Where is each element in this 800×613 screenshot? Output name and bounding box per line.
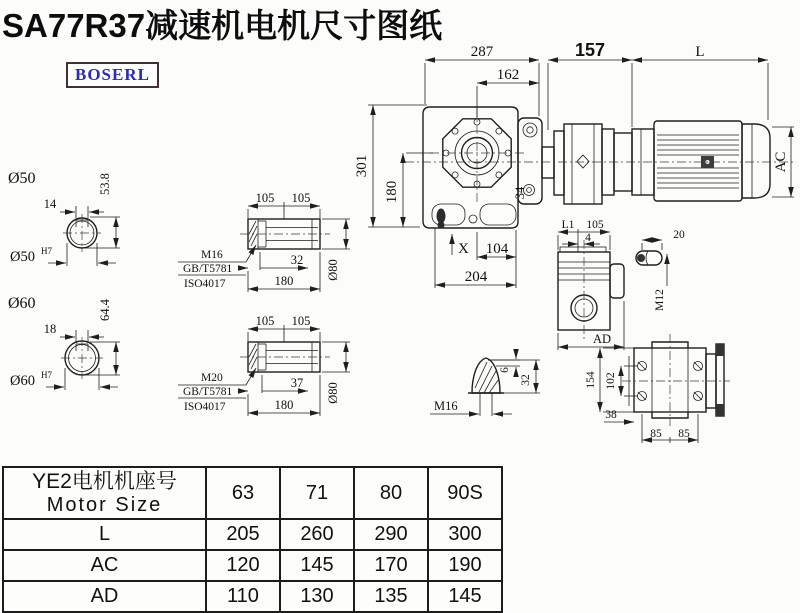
hollow-shaft-top [178, 191, 350, 292]
keydetail-20: 20 [673, 229, 685, 241]
size-col-71: 71 [280, 467, 354, 519]
hollowB-105a: 105 [255, 314, 275, 328]
noteA-std: GB/T5781 [183, 263, 233, 275]
shaft50-title: Ø50 [8, 170, 36, 187]
hollowB-od: Ø80 [326, 382, 340, 404]
sideview-105: 105 [586, 219, 604, 231]
flange-154: 154 [585, 371, 597, 389]
row-label-AD: AD [3, 581, 206, 612]
noteA-iso: ISO4017 [184, 278, 226, 290]
output-flange-view [585, 334, 730, 443]
dim-287-label: 287 [470, 44, 494, 60]
hollowA-depth: 32 [290, 253, 304, 267]
motor-size-table [2, 466, 503, 613]
hollowA-length: 180 [274, 274, 294, 288]
gearbox-side-view [558, 219, 624, 350]
page-title: SA77R37减速机电机尺寸图纸 [2, 7, 443, 44]
table-row-AD [3, 581, 502, 612]
breather-M16: M16 [434, 399, 458, 413]
brand-logo: BOSERL [66, 62, 159, 88]
L-80: 290 [354, 519, 428, 550]
key-bolt-detail [636, 229, 685, 311]
gearbox-front-view [423, 107, 542, 229]
dim-34-label: 34 [513, 186, 527, 200]
shaft60-bore-tol: H7 [41, 370, 52, 380]
shaft50-keyheight: 53.8 [98, 173, 112, 195]
size-col-63: 63 [206, 467, 280, 519]
gearbox-dimensions [354, 105, 516, 288]
breather-32: 32 [520, 374, 532, 386]
shaft-50-detail [8, 170, 120, 266]
keydetail-M12: M12 [654, 289, 666, 311]
flange-85a: 85 [650, 428, 662, 440]
AC-90S: 190 [428, 550, 502, 581]
diamond-mark [577, 155, 589, 168]
sideview-4: 4 [585, 232, 591, 244]
dim-204-label: 204 [464, 269, 488, 285]
size-col-90S: 90S [428, 467, 502, 519]
shaft-60-detail [8, 295, 120, 390]
hollowB-105b: 105 [291, 314, 311, 328]
hollowA-105a: 105 [255, 191, 275, 205]
shaft60-bore: Ø60 [10, 373, 35, 389]
L-90S: 300 [428, 519, 502, 550]
hollowA-od: Ø80 [326, 259, 340, 281]
flange-85b: 85 [678, 428, 690, 440]
hollowA-105b: 105 [291, 191, 311, 205]
AD-63: 110 [206, 581, 280, 612]
noteB-thread: M20 [201, 372, 223, 384]
dim-L-label: L [695, 44, 705, 60]
AD-71: 130 [280, 581, 354, 612]
size-col-80: 80 [354, 467, 428, 519]
adapter-housing [542, 124, 632, 204]
sideview-AD: AD [592, 332, 612, 346]
table-row-AC [3, 550, 502, 581]
x-marker-label: X [458, 241, 469, 257]
L-63: 205 [206, 519, 280, 550]
row-label-L: L [3, 519, 206, 550]
shaft60-keyheight: 64.4 [98, 299, 112, 321]
oil-plug [437, 209, 446, 224]
dim-180-label: 180 [384, 180, 400, 204]
sideview-L1: L1 [561, 219, 575, 231]
noteB-iso: ISO4017 [184, 401, 226, 413]
hollowB-length: 180 [274, 398, 294, 412]
hollow-shaft-bottom [178, 314, 350, 416]
dim-157-label: 157 [574, 40, 606, 60]
shaft60-title: Ø60 [8, 295, 36, 312]
table-header-label [3, 467, 206, 519]
hollowB-depth: 37 [290, 376, 304, 390]
table-header-row [3, 467, 502, 519]
noteA-thread: M16 [201, 249, 223, 261]
row-label-AC: AC [3, 550, 206, 581]
table-row-L [3, 519, 502, 550]
flange-102: 102 [605, 372, 617, 390]
header-cn: YE2电机机座号 [32, 470, 177, 493]
dim-AC-label: AC [773, 151, 789, 173]
noteB-std: GB/T5781 [183, 386, 233, 398]
AD-90S: 145 [428, 581, 502, 612]
shaft60-keywidth: 18 [43, 322, 57, 336]
AC-71: 145 [280, 550, 354, 581]
AC-80: 170 [354, 550, 428, 581]
AD-80: 135 [354, 581, 428, 612]
breather-6: 6 [499, 367, 511, 373]
dim-301-label: 301 [354, 154, 370, 178]
shaft50-bore: Ø50 [10, 249, 35, 265]
motor-fins [657, 135, 739, 188]
shaft50-bore-tol: H7 [41, 246, 52, 256]
dim-162-label: 162 [496, 67, 520, 83]
L-71: 260 [280, 519, 354, 550]
breather-plug-detail [430, 351, 540, 416]
shaft50-keywidth: 14 [43, 197, 57, 211]
header-en: Motor Size [46, 494, 163, 516]
flange-38: 38 [605, 409, 617, 421]
AC-63: 120 [206, 550, 280, 581]
dim-104-label: 104 [485, 241, 509, 257]
